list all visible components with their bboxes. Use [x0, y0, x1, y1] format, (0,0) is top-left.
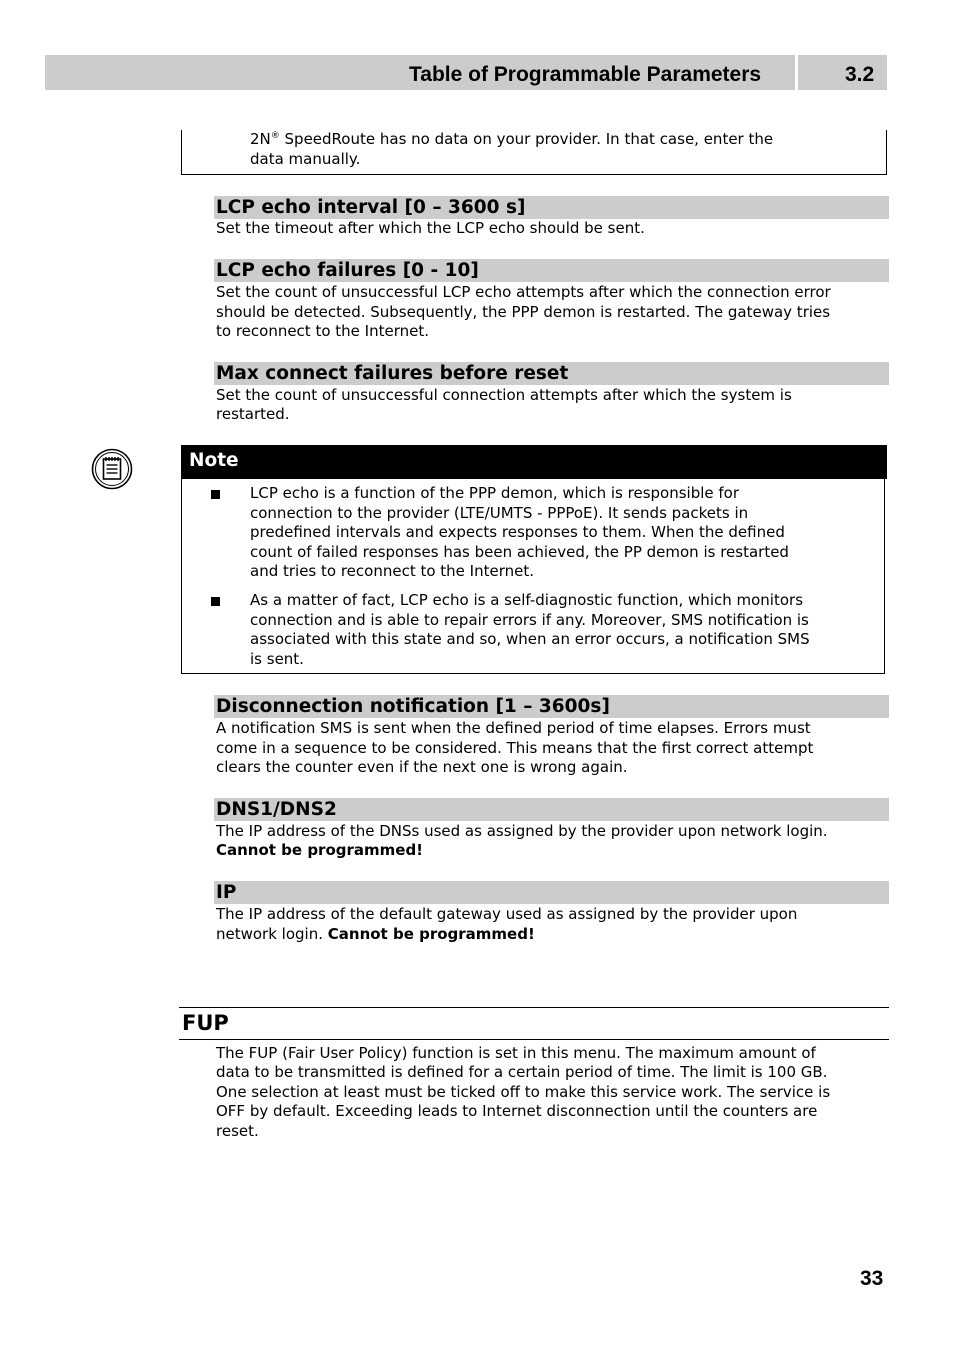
fup-line-2: data to be transmitted is defined for a certain period of time. The limit is 100 GB. — [216, 1063, 828, 1081]
note-bullet-1-line-4: count of failed responses has been achieved, the PP demon is restarted — [250, 543, 789, 561]
page-title: Table of Programmable Parameters — [409, 63, 762, 86]
lcp-failures-line-1: Set the count of unsuccessful LCP echo attempts after which the connection error — [216, 283, 831, 301]
max-connect-line-1: Set the count of unsuccessful connection attempts after which the system is — [216, 386, 792, 404]
fup-heading: FUP — [182, 1011, 229, 1035]
note-bullet-2-marker — [211, 597, 220, 606]
note-bullet-2-line-1: As a matter of fact, LCP echo is a self-diagnostic function, which monitors — [250, 591, 804, 609]
continuation-line-2: data manually. — [250, 150, 361, 168]
fup-line-3: One selection at least must be ticked off to make this service work. The service is — [216, 1083, 831, 1101]
section-heading-dns: DNS1/DNS2 — [214, 798, 889, 821]
max-connect-line-2: restarted. — [216, 405, 290, 423]
brand-name: 2N — [250, 130, 271, 148]
registered-mark: ® — [270, 131, 280, 141]
note-bullet-1-line-5: and tries to reconnect to the Internet. — [250, 562, 535, 580]
dns-cannot-program: Cannot be programmed! — [216, 841, 424, 859]
section-heading-disconnection-notification: Disconnection notification [1 – 3600s] — [214, 695, 889, 718]
note-icon — [91, 448, 133, 490]
note-heading: Note — [181, 445, 887, 479]
note-bullet-2-line-2: connection and is able to repair errors if any. Moreover, SMS notification is — [250, 611, 809, 629]
fup-line-4: OFF by default. Exceeding leads to Internet disconnection until the counters are — [216, 1102, 818, 1120]
page-number: 33 — [860, 1267, 884, 1290]
section-heading-lcp-echo-failures: LCP echo failures [0 - 10] — [214, 259, 889, 282]
continuation-line-1 — [250, 130, 773, 150]
disconnection-line-3: clears the counter even if the next one is wrong again. — [216, 758, 628, 776]
lcp-interval-line-1: Set the timeout after which the LCP echo should be sent. — [216, 219, 645, 237]
note-bullet-2-line-4: is sent. — [250, 650, 304, 668]
note-bullet-1-line-1: LCP echo is a function of the PPP demon, which is responsible for — [250, 484, 740, 502]
dns-line-1: The IP address of the DNSs used as assigned by the provider upon network login. — [216, 822, 828, 840]
section-heading-ip: IP — [214, 881, 889, 904]
lcp-failures-line-3: to reconnect to the Internet. — [216, 322, 429, 340]
disconnection-line-2: come in a sequence to be considered. This means that the first correct attempt — [216, 739, 814, 757]
continuation-line-1-text: SpeedRoute has no data on your provider. In that case, enter the — [279, 130, 774, 148]
ip-line-2-text: network login. — [216, 925, 328, 943]
ip-cannot-program: Cannot be programmed! — [327, 925, 535, 943]
ip-line-2 — [216, 925, 535, 945]
section-heading-lcp-echo-interval: LCP echo interval [0 – 3600 s] — [214, 196, 889, 219]
section-number: 3.2 — [845, 63, 875, 86]
fup-line-5: reset. — [216, 1122, 259, 1140]
ip-line-1: The IP address of the default gateway used as assigned by the provider upon — [216, 905, 798, 923]
fup-line-1: The FUP (Fair User Policy) function is set in this menu. The maximum amount of — [216, 1044, 816, 1062]
section-heading-max-connect-failures: Max connect failures before reset — [214, 362, 889, 385]
note-bullet-1-line-3: predefined intervals and expects responses to them. When the defined — [250, 523, 785, 541]
note-bullet-1-line-2: connection to the provider (LTE/UMTS - PPPoE). It sends packets in — [250, 504, 749, 522]
lcp-failures-line-2: should be detected. Subsequently, the PPP demon is restarted. The gateway tries — [216, 303, 831, 321]
fup-rule-top — [179, 1007, 889, 1008]
fup-rule-bottom — [179, 1039, 889, 1040]
disconnection-line-1: A notification SMS is sent when the defined period of time elapses. Errors must — [216, 719, 811, 737]
note-bullet-1-marker — [211, 490, 220, 499]
note-bullet-2-line-3: associated with this state and so, when an error occurs, a notification SMS — [250, 630, 810, 648]
